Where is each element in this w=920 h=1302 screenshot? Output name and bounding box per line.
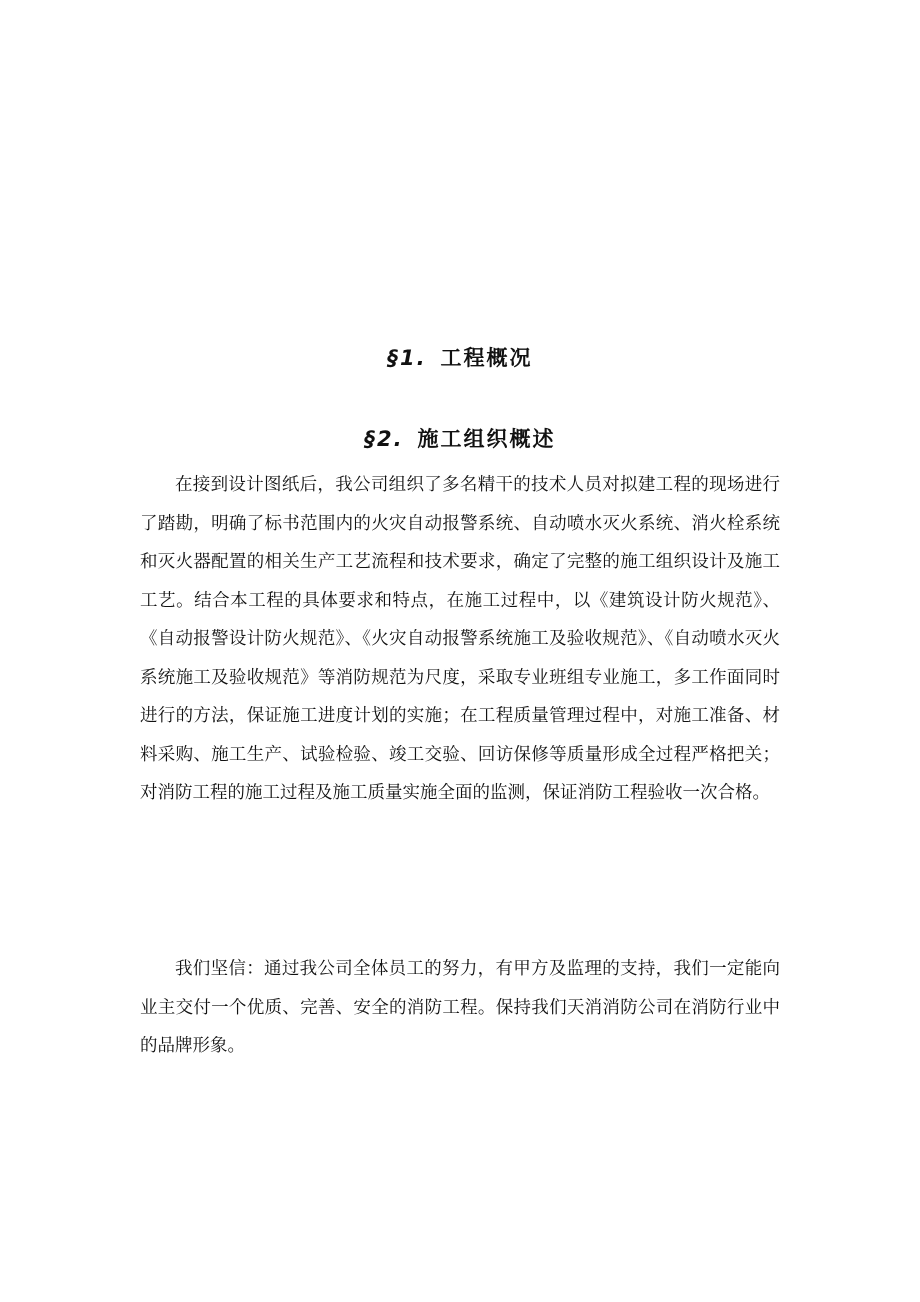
body-paragraph: 我们坚信：通过我公司全体员工的努力，有甲方及监理的支持，我们一定能向业主交付一个优质、完善、安全的消防工程。保持我们天消消防公司在消防行业中的品牌形象。 <box>140 959 780 1056</box>
section-heading-2 <box>0 425 920 453</box>
section-number: §1. <box>387 346 427 370</box>
body-paragraph: 在接到设计图纸后，我公司组织了多名精干的技术人员对拟建工程的现场进行了踏勘，明确了标书范围内的火灾自动报警系统、自动喷水灭火系统、消火栓系统和灭火器配置的相关生产工艺流程和技术要求，确定了完整的施工组织设计及施工工艺。结合本工程的具体要求和特点，在施工过程中，以《建筑设计防火规范》、《自动报警设计防火规范》、《火灾自动报警系统施工及验收规范》、《自动喷水灭火系统施工及验收规范》等消防规范为尺度，采取专业班组专业施工，多工作面同时进行的方法，保证施工进度计划的实施；在工程质量管理过程中，对施工准备、材料采购、施工生产、试验检验、竣工交验、回访保修等质量形成全过程严格把关；对消防工程的施工过程及施工质量实施全面的监测，保证消防工程验收一次合格。 <box>140 475 780 803</box>
section-number: §2. <box>364 427 404 451</box>
section-title: 施工组织概述 <box>417 427 556 451</box>
section-title: 工程概况 <box>440 346 533 370</box>
section-heading-1 <box>0 344 920 372</box>
